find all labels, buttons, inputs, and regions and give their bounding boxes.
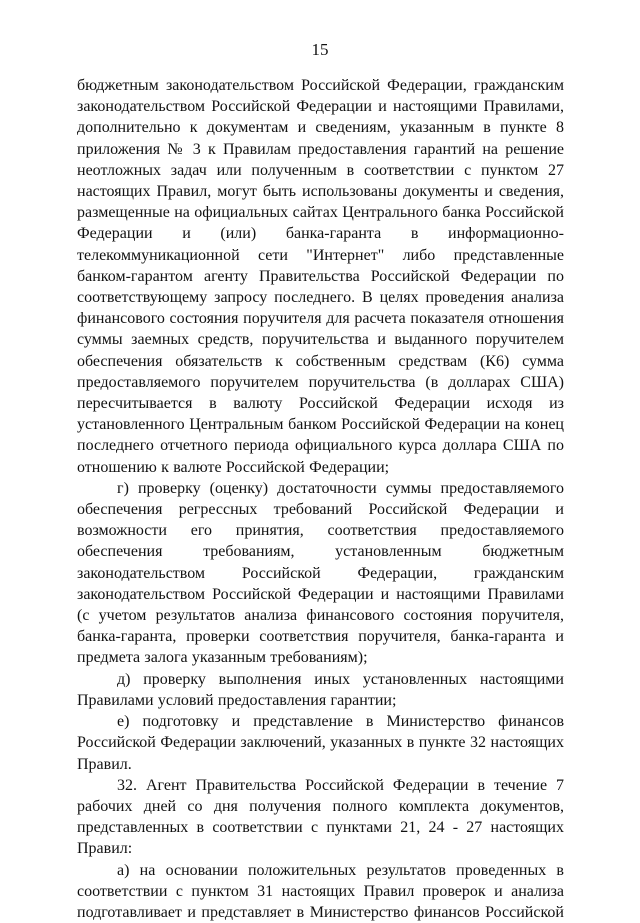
paragraph-item-e: е) подготовку и представление в Министерство финансов Российской Федерации заключений, указанных в пункте 32 настоящих Правил. [77,713,564,773]
paragraph-item-g: г) проверку (оценку) достаточности суммы предоставляемого обеспечения регрессных требований Российской Федерации и возможности его принятия, соответствия предоставляемого обеспечения требованиям, установленным бюджетным законодательством Российской Федерации, гражданским законодательством Российской Федерации и настоящими Правилами (с учетом результатов анализа финансового состояния поручителя, банка-гаранта, проверки соответствия поручителя, банка-гаранта и предмета залога указанным требованиям); [77,479,564,667]
paragraph-item-d: д) проверку выполнения иных установленных настоящими Правилами условий предоставления гарантии; [77,670,564,709]
paragraph-clause-32: 32. Агент Правительства Российской Федерации в течение 7 рабочих дней со дня получения полного комплекта документов, представленных в соответствии с пунктами 21, 24 - 27 настоящих Правил: [77,776,564,858]
paragraph-item-a: а) на основании положительных результатов проведенных в соответствии с пунктом 31 настоящих Правил проверок и анализа подготавливает и представляет в Министерство финансов Российской [77,861,564,921]
page-number: 15 [311,40,329,59]
body-text [77,75,564,923]
paragraph-continuation: бюджетным законодательством Российской Федерации, гражданским законодательством Российской Федерации и настоящими Правилами, дополнительно к документам и сведениям, указанным в пункте 8 приложения № 3 к Правилам предоставления гарантий на решение неотложных задач или полученным в соответствии с пунктом 27 настоящих Правил, могут быть использованы документы и сведения, размещенные на официальных сайтах Центрального банка Российской Федерации и (или) банка-гаранта в информационно-телекоммуникационной сети "Интернет" либо представленные банком-гарантом агенту Правительства Российской Федерации по соответствующему запросу последнего. В целях проведения анализа финансового состояния поручителя для расчета показателя отношения суммы заемных средств, поручительства и выданного поручителем обеспечения обязательств к собственным средствам (К6) сумма предоставляемого поручителем поручительства (в долларах США) пересчитывается в валюту Российской Федерации исходя из установленного Центральным банком Российской Федерации на конец последнего отчетного периода официального курса доллара США по отношению к валюте Российской Федерации; [77,77,564,476]
